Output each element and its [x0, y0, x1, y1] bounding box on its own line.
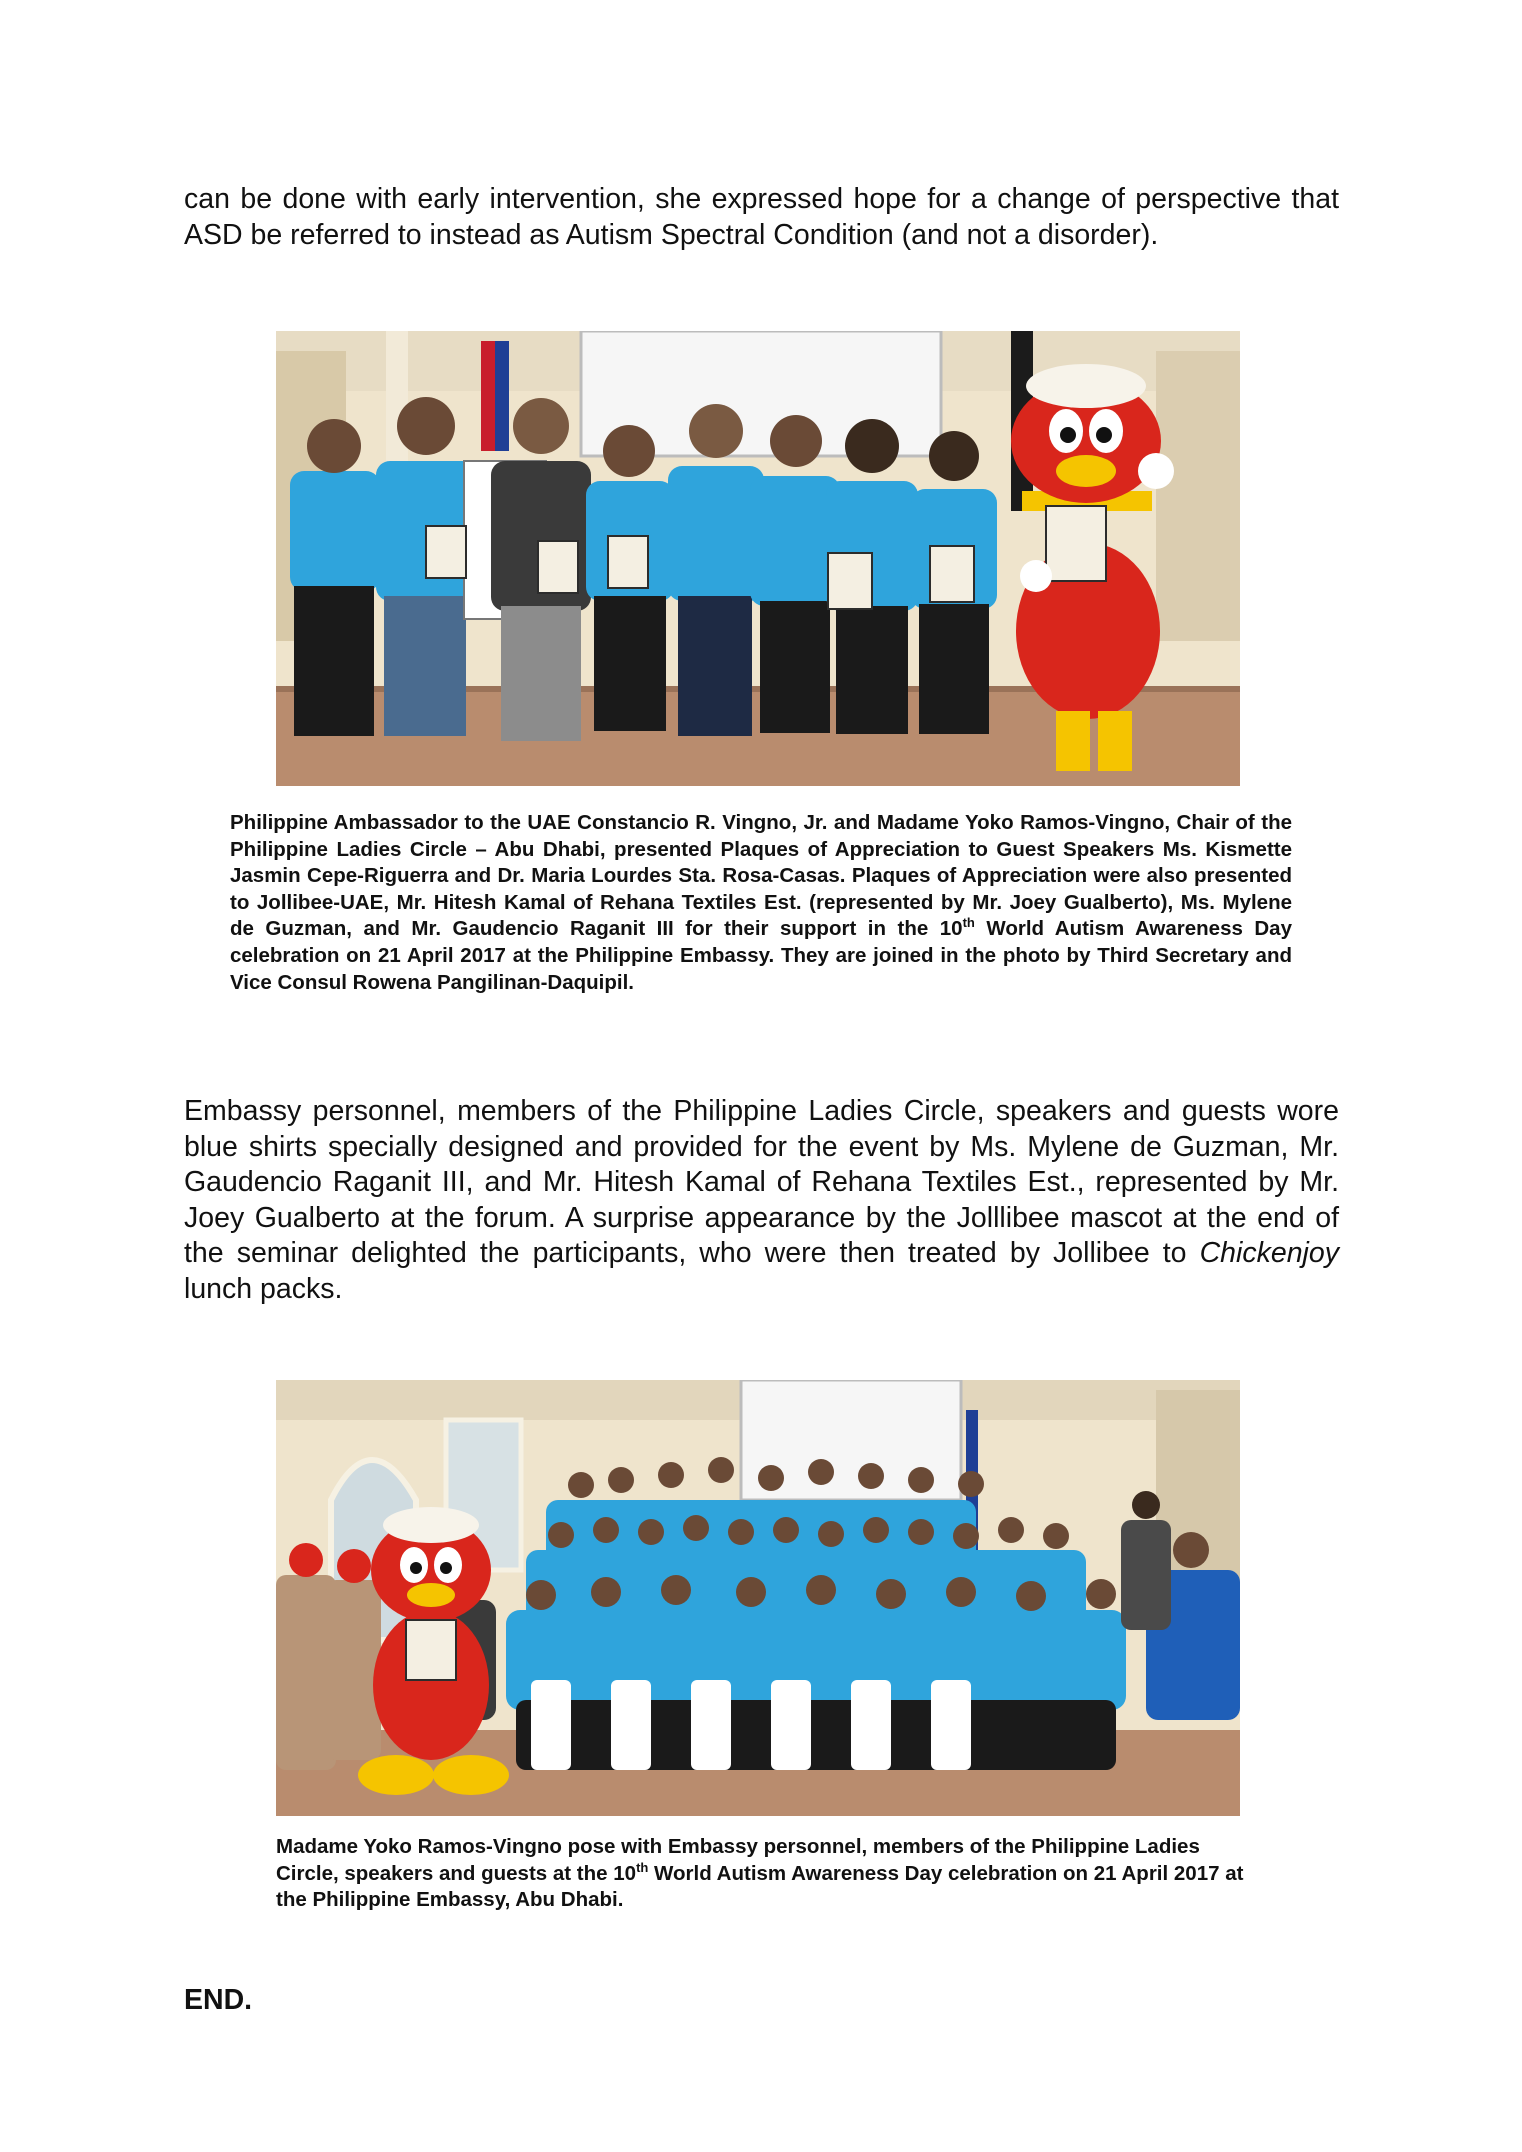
paragraph-2-text-b: lunch packs. — [184, 1272, 343, 1305]
caption-1-superscript: th — [962, 915, 975, 931]
caption-plaque-presentation — [230, 810, 1292, 996]
caption-2-superscript: th — [636, 1859, 649, 1875]
paragraph-2-italic: Chickenjoy — [1199, 1237, 1339, 1269]
caption-2-text-b: World Autism Awareness Day celebration on 21 April 2017 at the Philippine Embassy, Abu Dhabi. — [276, 1861, 1244, 1912]
caption-1-text-b: World Autism Awareness Day celebration on 21 April 2017 at the Philippine Embassy. They are joined in the photo by Third Secretary and Vice Consul Rowena Pangilinan-Daquipil. — [230, 917, 1292, 994]
photo-group — [276, 1380, 1240, 1816]
caption-1-text-a: Philippine Ambassador to the UAE Constancio R. Vingno, Jr. and Madame Yoko Ramos-Vingno, Chair of the Philippine Ladies Circle – Abu Dhabi, presented Plaques of Appreciation to Guest Speakers Ms. Kismette Jasmin Cepe-Riguerra and Dr. Maria Lourdes Sta. Rosa-Casas. Plaques of Appreciation were also presented to Jollibee-UAE, Mr. Hitesh Kamal of Rehana Textiles Est. (represented by Mr. Joey Gualberto), Ms. Mylene de Guzman, and Mr. Gaudencio Raganit III for their support in the 10 — [230, 811, 1292, 941]
paragraph-2-text-a: Embassy personnel, members of the Philippine Ladies Circle, speakers and guests wore blue shirts specially designed and provided for the event by Ms. Mylene de Guzman, Mr. Gaudencio Raganit III, and Mr. Hitesh Kamal of Rehana Textiles Est., represented by Mr. Joey Gualberto at the forum. A surprise appearance by the Jolllibee mascot at the end of the seminar delighted the participants, who were then treated by Jollibee to — [184, 1095, 1339, 1269]
paragraph-blue-shirts — [184, 1094, 1339, 1307]
caption-2-text-a: Madame Yoko Ramos-Vingno pose with Embassy personnel, members of the Philippine Ladies Circle, speakers and guests at the 10 — [276, 1835, 1200, 1885]
paragraph-intro: can be done with early intervention, she expressed hope for a change of perspective that ASD be referred to instead as Autism Spectral Condition (and not a disorder). — [184, 183, 1339, 251]
photo-plaque-presentation — [276, 331, 1240, 786]
photo-plaque-presentation-image — [276, 331, 1240, 786]
end-mark: END. — [184, 1984, 253, 2016]
photo-group-image — [276, 1380, 1240, 1816]
caption-group-photo — [276, 1834, 1246, 1914]
